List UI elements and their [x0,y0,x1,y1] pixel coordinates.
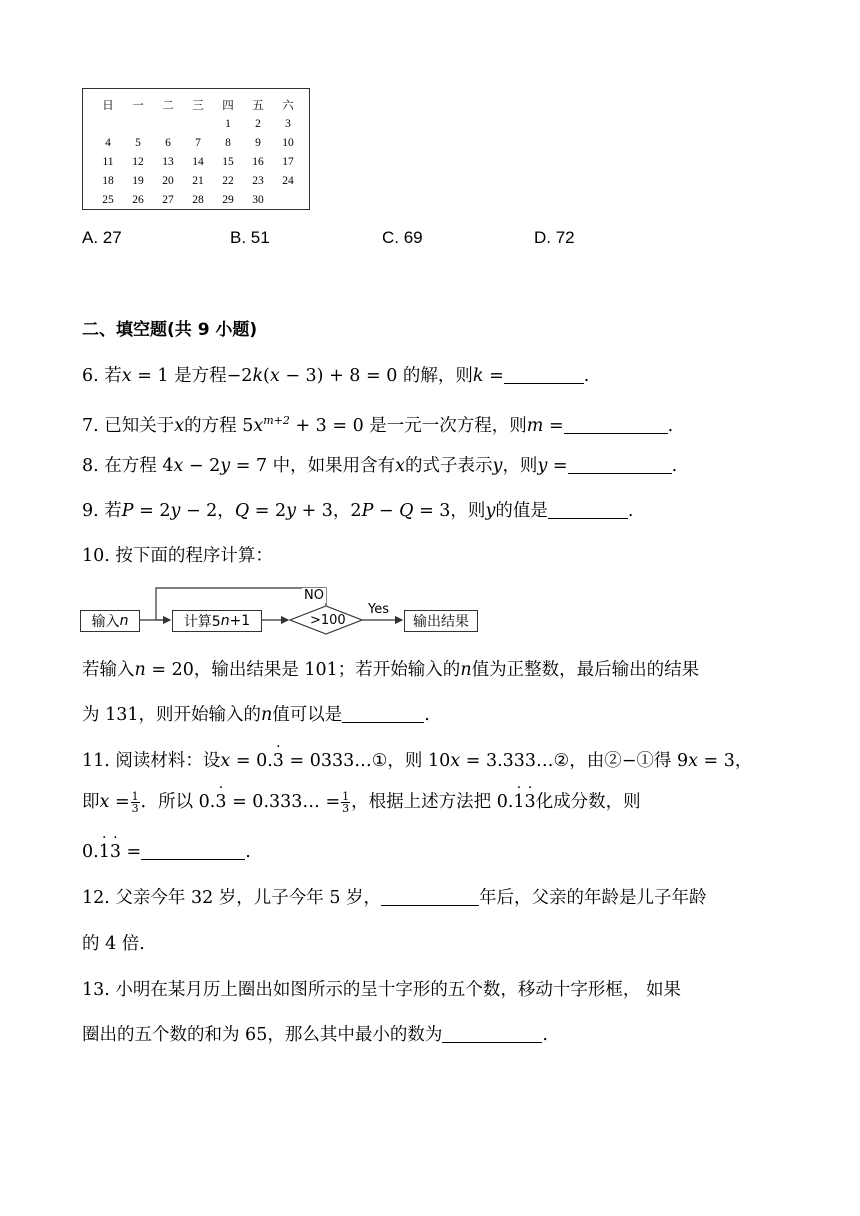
question-11-line-2: 即x = $\frac{1}{3}$ ．所以 0.· 3 = 0.333… = $\frac{1}{3}$ ，根据上述方法把 0.· 1· 3化成分数，则 [82,790,641,814]
calendar-day: 4 [105,136,111,149]
answer-blank [548,500,628,519]
calendar-day: 26 [132,193,144,206]
option-d: D. 72 [534,228,575,247]
calendar-day: 1 [225,117,231,130]
calendar-weekday: 四 [222,99,234,112]
option-c: C. 69 [382,228,423,247]
calendar-day: 7 [195,136,201,149]
calendar-weekday: 六 [282,99,294,112]
answer-blank [564,415,668,434]
calendar-day: 6 [165,136,171,149]
calendar-weekday: 一 [132,99,144,112]
calendar-day: 10 [282,136,294,149]
answer-blank [342,704,424,723]
question-10-line-1: 若输入n = 20，输出结果是 101；若开始输入的n值为正整数，最后输出的结果 [82,660,700,680]
calendar-day: 23 [252,174,264,187]
flow-no-label: NO [304,588,324,603]
calendar-week-row [93,114,303,133]
question-9: 9. 若P = 2y − 2，Q = 2y + 3，2P − Q = 3，则y的值是 . [82,501,634,521]
calendar-day: 27 [162,193,174,206]
calendar-day: 9 [255,136,261,149]
option-a: A. 27 [82,228,122,247]
calendar-week-row [93,133,303,152]
answer-options [82,228,782,254]
calendar-day: 21 [192,174,204,187]
flow-condition: >100 [310,613,346,628]
calendar-day: 12 [132,155,144,168]
question-11-line-3: 0.· 1· 3 = . [82,840,251,864]
calendar-day: 19 [132,174,144,187]
question-10-line-2: 为 131，则开始输入的n值可以是 . [82,705,430,725]
calendar-day: 5 [135,136,141,149]
calendar-weekday: 日 [102,99,114,112]
calendar-week-row [93,190,303,209]
answer-blank [141,841,245,860]
calendar-day: 13 [162,155,174,168]
flow-input-box: 输入 n [80,610,140,632]
fraction: $\frac{1}{3}$ [342,790,350,815]
calendar-day: 30 [252,193,264,206]
question-10-title: 10. 按下面的程序计算： [82,546,273,566]
calendar-week-row [93,171,303,190]
calendar-day: 14 [192,155,204,168]
flow-compute-box: 计算5 n +1 [172,610,262,632]
question-7: 7. 已知关于x的方程 $5x^{m+2} + 3 = 0$ 是一元一次方程，则m = . [82,414,674,436]
flow-output-box: 输出结果 [404,610,478,632]
calendar-day: 15 [222,155,234,168]
calendar-day: 11 [102,155,114,168]
question-13-line-1: 13. 小明在某月历上圈出如图所示的呈十字形的五个数，移动十字形框， 如果 [82,980,681,1000]
calendar-day: 24 [282,174,294,187]
calendar-day: 16 [252,155,264,168]
question-8: 8. 在方程 4x − 2y = 7 中，如果用含有x的式子表示y，则y = . [82,456,678,476]
option-b: B. 51 [230,228,270,247]
fraction: $\frac{1}{3}$ [131,790,139,815]
question-12-line-1: 12. 父亲今年 32 岁，儿子今年 5 岁， 年后，父亲的年龄是儿子年龄 [82,888,707,908]
calendar-header-row [93,95,303,114]
calendar-day: 18 [102,174,114,187]
calendar-day: 29 [222,193,234,206]
calendar-grid [93,95,303,209]
section-heading: 二、填空题(共 9 小题) [82,320,258,340]
calendar-day: 3 [285,117,291,130]
calendar-day: 2 [255,117,261,130]
answer-blank [568,455,672,474]
calendar-day: 20 [162,174,174,187]
question-12-line-2: 的 4 倍. [82,934,145,954]
calendar-week-row [93,152,303,171]
calendar-figure [82,88,310,210]
calendar-weekday: 五 [252,99,264,112]
flow-yes-label: Yes [368,602,389,617]
answer-blank [381,887,479,906]
question-6: 6. 若x = 1 是方程−2k(x − 3) + 8 = 0 的解，则k = . [82,366,590,386]
calendar-weekday: 三 [192,99,204,112]
calendar-weekday: 二 [162,99,174,112]
calendar-day: 28 [192,193,204,206]
answer-blank [504,365,584,384]
answer-blank [442,1024,542,1043]
calendar-day: 25 [102,193,114,206]
flowchart [80,584,480,636]
calendar-day: 22 [222,174,234,187]
question-11-line-1: 11. 阅读材料：设x = 0.· 3 = 0333…①，则 10x = 3.333…②，由②−①得 9x = 3， [82,749,752,773]
calendar-day: 8 [225,136,231,149]
calendar-day: 17 [282,155,294,168]
question-13-line-2: 圈出的五个数的和为 65，那么其中最小的数为 . [82,1025,548,1045]
